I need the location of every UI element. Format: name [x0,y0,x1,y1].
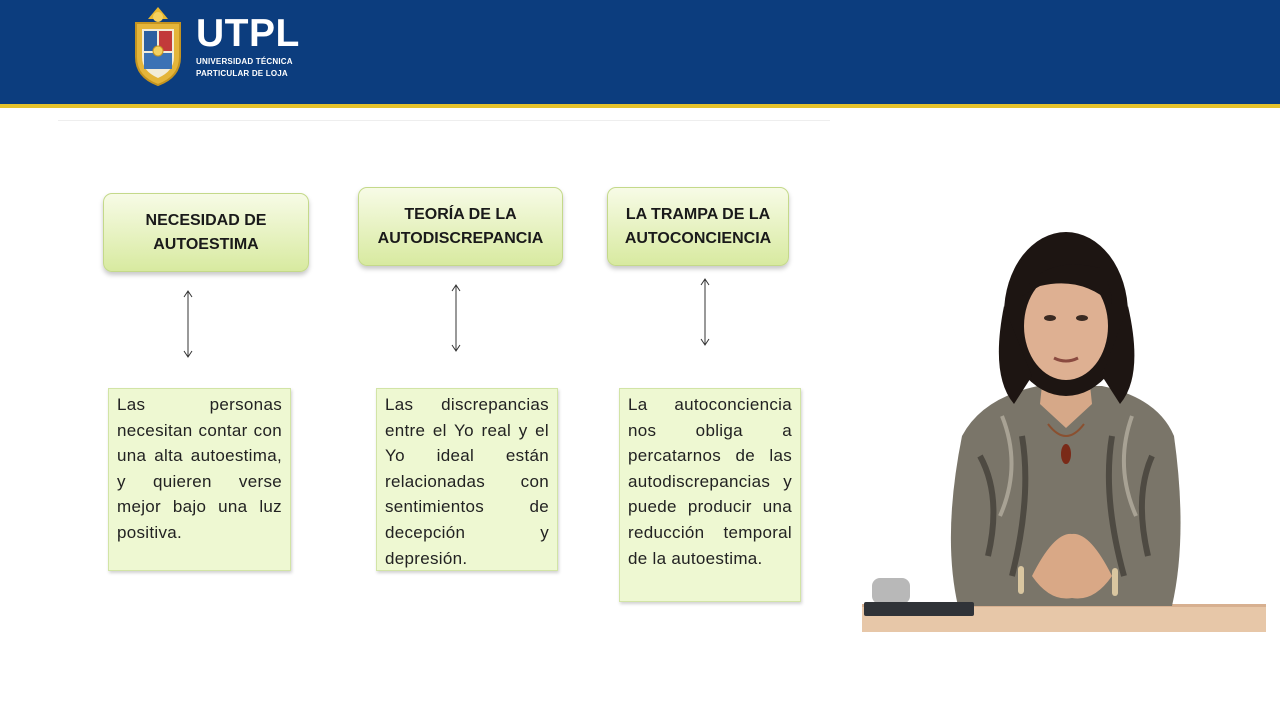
concept-description-autoestima: Las personas necesitan contar con una alta autoestima, y quieren verse mejor bajo una luz positiva. [108,388,291,571]
presenter-figure [862,136,1280,632]
double-arrow-icon [451,284,461,352]
concept-title-autoestima [103,193,309,272]
header-bar [0,0,1280,108]
university-seal-icon [130,5,186,87]
concept-title-line: AUTOESTIMA [153,235,259,253]
brand-name: UTPL [196,12,300,55]
concept-title-autoconciencia [607,187,789,266]
brand-subtitle-line2: PARTICULAR DE LOJA [196,69,288,78]
brand-subtitle [196,56,293,80]
concept-title-line: TEORÍA DE LA [404,205,517,223]
double-arrow-icon [183,290,193,358]
concept-title-line: NECESIDAD DE [145,211,267,229]
concept-title-line: LA TRAMPA DE LA [625,205,771,223]
concept-title-autodiscrepancia [358,187,563,266]
concept-title-line: AUTOCONCIENCIA [624,229,772,247]
divider [58,120,830,121]
concept-description-autodiscrepancia: Las discrepancias entre el Yo real y el Yo ideal están relacionadas con sentimientos de decepción y depresión. [376,388,558,571]
double-arrow-icon [700,278,710,346]
presenter-video [862,136,1280,632]
brand-subtitle-line1: UNIVERSIDAD TÉCNICA [196,57,293,66]
concept-description-autoconciencia: La autoconciencia nos obliga a percatarnos de las autodiscrepancias y puede producir una reducción temporal de la autoestima. [619,388,801,602]
concept-title-line: AUTODISCREPANCIA [377,229,544,247]
